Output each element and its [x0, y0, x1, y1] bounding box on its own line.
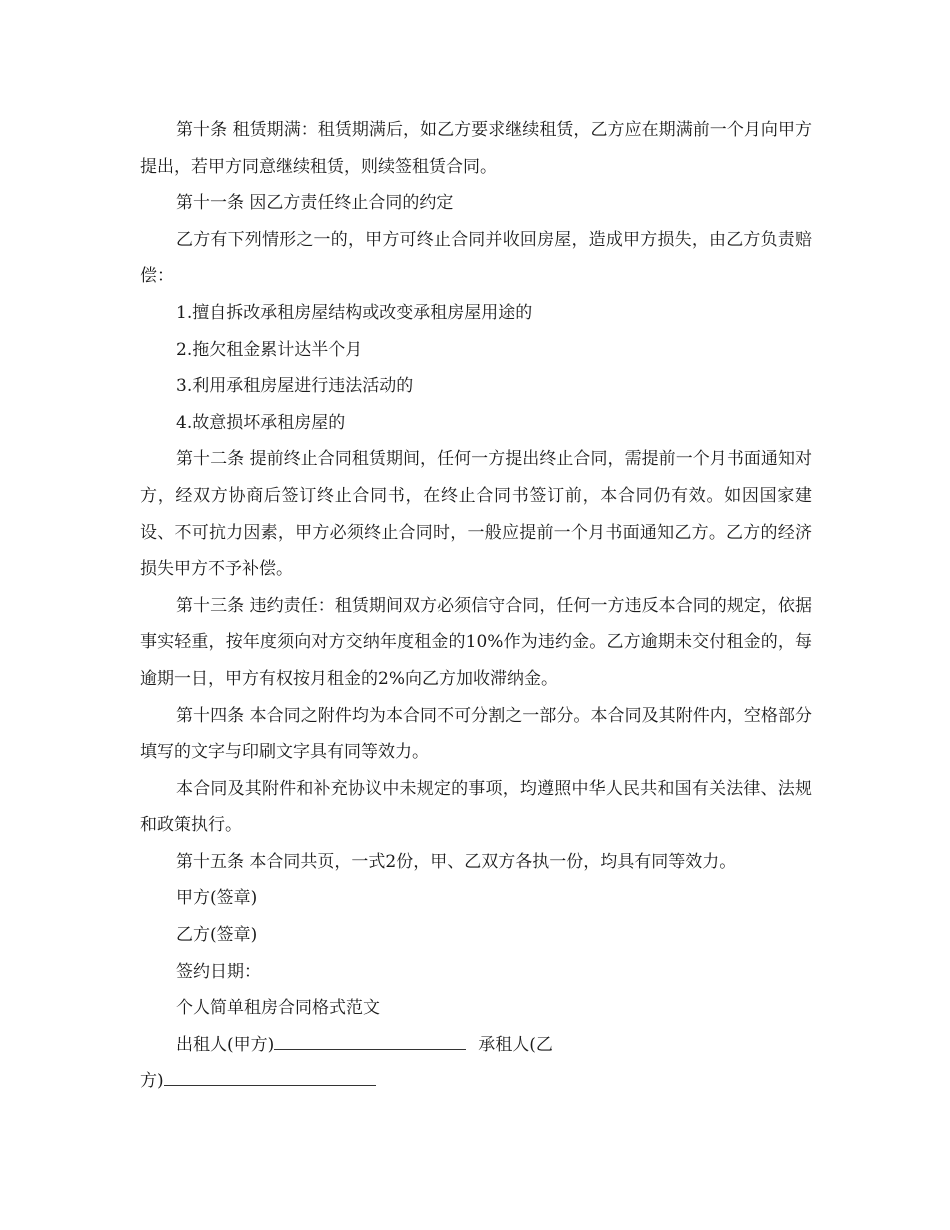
- party-b-signature: 乙方(签章): [176, 925, 258, 946]
- clause-11-item-2: 2.拖欠租金累计达半个月: [176, 339, 363, 360]
- lessee-label-end: 方): [140, 1071, 164, 1092]
- clause-10: 第十条 租赁期满：租赁期满后，如乙方要求继续租赁，乙方应在期满前一个月向甲方提出，若甲方同意继续租赁，则续签租赁合同。: [140, 120, 812, 177]
- lessor-blank[interactable]: [274, 1031, 466, 1050]
- lessee-label: 承租人(乙: [478, 1034, 553, 1055]
- clause-11-item-4: 4.故意损坏承租房屋的: [176, 412, 346, 433]
- parties-line: [140, 1027, 812, 1064]
- parties-line-continued: [140, 1063, 812, 1100]
- lessor-label: 出租人(甲方): [176, 1034, 275, 1055]
- signing-date: 签约日期：: [176, 961, 261, 982]
- clause-13: 第十三条 违约责任：租赁期间双方必须信守合同，任何一方违反本合同的规定，依据事实轻重，按年度须向对方交纳年度租金的10%作为违约金。乙方逾期未交付租金的，每逾期一日，甲方有权按月租金的2%向乙方加收滞纳金。: [140, 595, 812, 689]
- clause-11-heading: 第十一条 因乙方责任终止合同的约定: [176, 193, 454, 214]
- document-body: [140, 112, 812, 1100]
- clause-15: 第十五条 本合同共页，一式2份，甲、乙双方各执一份，均具有同等效力。: [176, 851, 737, 872]
- clause-11-item-3: 3.利用承租房屋进行违法活动的: [176, 376, 414, 397]
- clause-11-intro: 乙方有下列情形之一的，甲方可终止合同并收回房屋，造成甲方损失，由乙方负责赔偿：: [140, 229, 812, 287]
- clause-12: 第十二条 提前终止合同租赁期间，任何一方提出终止合同，需提前一个月书面通知对方，经双方协商后签订终止合同书，在终止合同书签订前，本合同仍有效。如因国家建设、不可抗力因素，甲方必须终止合同时，一般应提前一个月书面通知乙方。乙方的经济损失甲方不予补偿。: [140, 449, 812, 580]
- next-contract-title: 个人简单租房合同格式范文: [176, 998, 380, 1019]
- clause-11-item-1: 1.擅自拆改承租房屋结构或改变承租房屋用途的: [176, 302, 533, 323]
- supplementary-clause: 本合同及其附件和补充协议中未规定的事项，均遵照中华人民共和国有关法律、法规和政策执行。: [140, 778, 812, 836]
- party-a-signature: 甲方(签章): [176, 888, 258, 909]
- clause-14: 第十四条 本合同之附件均为本合同不可分割之一部分。本合同及其附件内，空格部分填写的文字与印刷文字具有同等效力。: [140, 705, 812, 763]
- lessee-blank[interactable]: [164, 1067, 376, 1086]
